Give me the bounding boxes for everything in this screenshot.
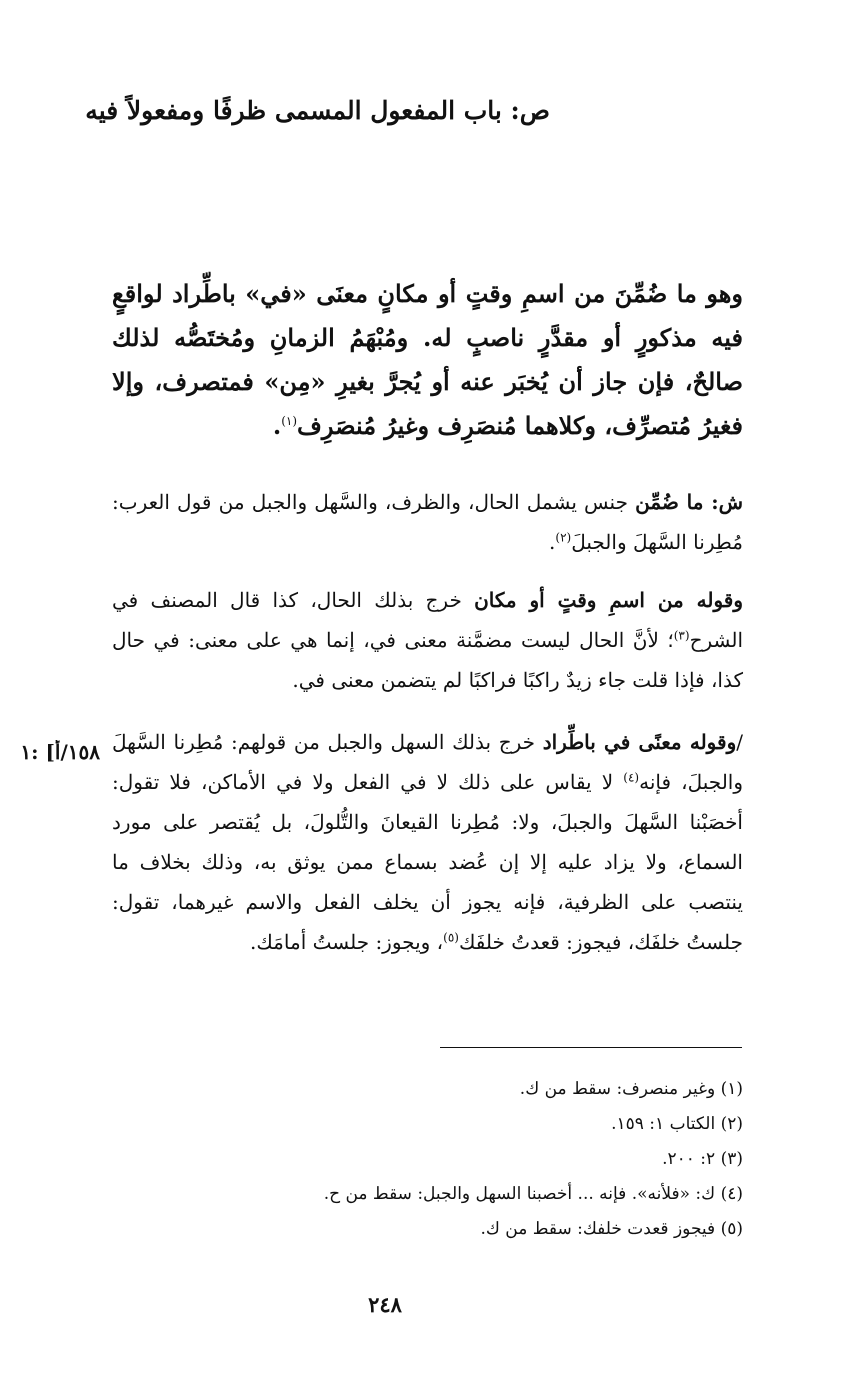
commentary-end-1: . (549, 530, 556, 554)
footnote-item: (٥) فيجوز قعدت خلفك: سقط من ك. (480, 1219, 743, 1239)
matn-end: . (272, 411, 282, 440)
commentary-paragraph-2 (112, 580, 743, 700)
commentary-lead-2: وقوله من اسمِ وقتٍ أو مكان (474, 588, 743, 612)
commentary-paragraph-3 (112, 722, 743, 962)
manuscript-folio-note: ١٥٨/أ] :١ (20, 740, 100, 764)
commentary-lead-3: وقوله معنًى في باطِّراد (542, 730, 737, 754)
commentary-lead-1: ش: ما ضُمِّن (635, 490, 743, 514)
matn-paragraph (112, 272, 743, 448)
footnotes-list (112, 1072, 743, 1247)
commentary-text-2b: ؛ لأنَّ الحال ليست مضمَّنة معنى في، إنما هي على معنى: في حال كذا، فإذا قلت جاء زيدٌ راكبًا فراكبًا لم يتضمن معنى في. (112, 628, 743, 692)
footnote-item: (٤) ك: «فلأنه». فإنه ... أخصبنا السهل والجبل: سقط من ح. (323, 1184, 743, 1204)
footnote-marker-1[interactable]: (١) (281, 414, 298, 428)
footnote-marker-5[interactable]: (٥) (443, 930, 459, 945)
page-number: ٢٤٨ (368, 1292, 402, 1317)
footnote-marker-2[interactable]: (٢) (555, 530, 572, 545)
commentary-paragraph-1 (112, 482, 743, 562)
commentary-text-2a: خرج بذلك الحال، كذا قال المصنف في الشرح (112, 588, 743, 652)
commentary-text-3a: خرج بذلك السهل والجبل من قولهم: مُطِرنا السَّهلَ والجبلَ، فإنه (112, 730, 744, 794)
folio-slash: / (736, 730, 743, 754)
footnote-item: (١) وغير منصرف: سقط من ك. (519, 1079, 743, 1099)
chapter-heading: ص: باب المفعول المسمى ظرفًا ومفعولاً فيه (85, 96, 550, 125)
commentary-text-1: جنس يشمل الحال، والظرف، والسَّهل والجبل من قول العرب: مُطِرنا السَّهلَ والجبلَ (112, 490, 743, 554)
footnote-item: (٣) ٢: ٢٠٠. (662, 1149, 743, 1169)
footnote-item: (٢) الكتاب ١: ١٥٩. (611, 1114, 743, 1134)
footnote-marker-4[interactable]: (٤) (623, 770, 640, 785)
commentary-text-3b: لا يقاس على ذلك لا في الفعل ولا في الأماكن، فلا تقول: أخصَبْنا السَّهلَ والجبلَ، ولا: مُطِرنا القيعانَ والتُّلولَ، بل يُقتصر على مورد السماع، ولا يزاد عليه إلا إن عُضد بسماع ممن يوثق به، وذلك بخلاف ما ينتصب على الظرفية، فإنه يجوز أن يخلف الفعل والاسم غيرهما، تقول: جلستُ خلفَك، فيجوز: قعدتُ خلفَك (112, 770, 743, 954)
footnote-separator (440, 1047, 742, 1048)
commentary-text-3c: ، ويجوز: جلستُ أمامَك. (249, 930, 444, 954)
matn-text: وهو ما ضُمِّنَ من اسمِ وقتٍ أو مكانٍ معنَى «في» باطِّراد لواقعٍ فيه مذكورٍ أو مقدَّرٍ ناصبٍ له. ومُبْهَمُ الزمانِ ومُختَصُّه لذلك صالحٌ، فإن جاز أن يُخبَر عنه أو يُجرَّ بغيرِ «مِن» فمتصرف، وإلا فغيرُ مُتصرِّف، وكلاهما مُنصَرِف وغيرُ مُنصَرِف (112, 279, 743, 440)
footnote-marker-3[interactable]: (٣) (673, 628, 690, 643)
